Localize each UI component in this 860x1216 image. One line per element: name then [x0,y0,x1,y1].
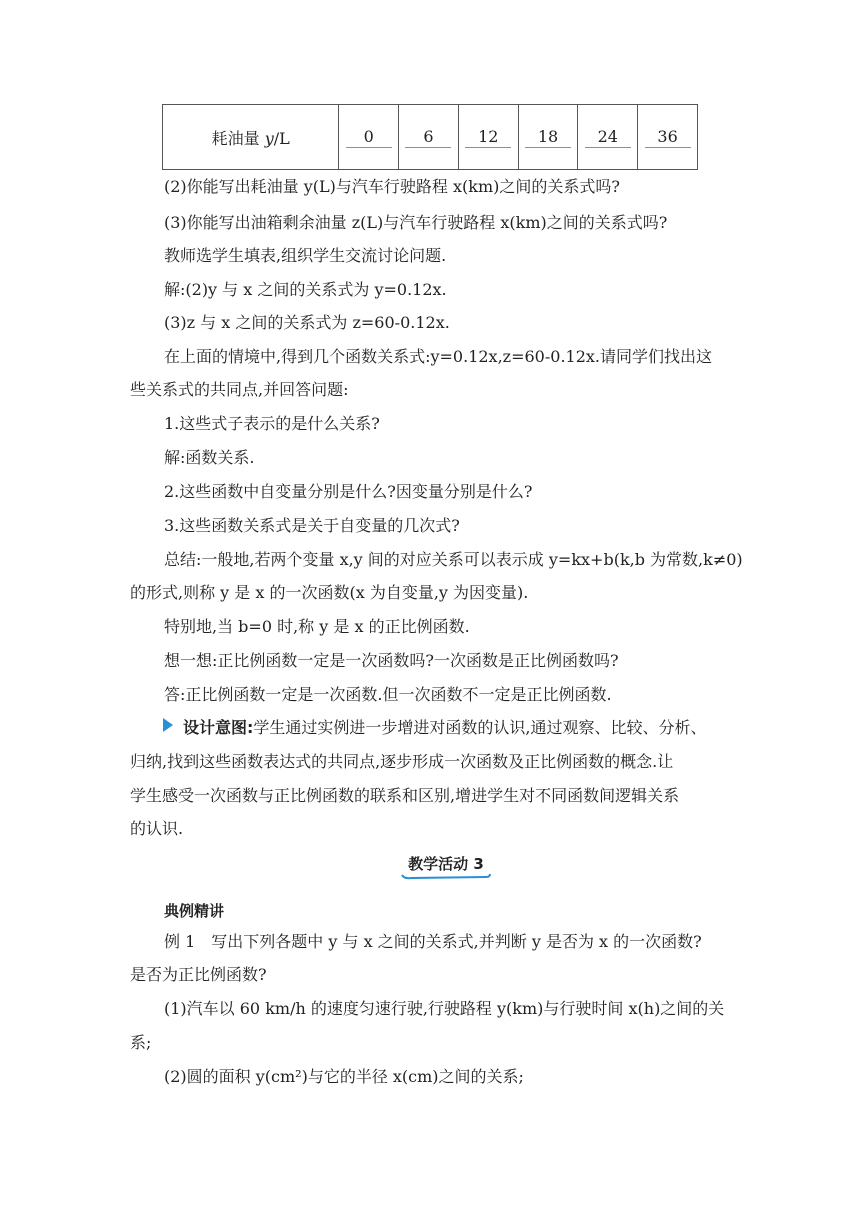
table-cell: 18 [518,105,578,170]
teacher-instruction: 教师选学生填表,组织学生交流讨论问题. [164,246,447,265]
question-2: (2)你能写出耗油量 y(L)与汽车行驶路程 x(km)之间的关系式吗? [164,177,620,196]
design-intent-line-1: 设计意图:学生通过实例进一步增进对函数的认识,通过观察、比较、分析、 [183,718,707,737]
example-heading: 典例精讲 [164,902,225,920]
prompt-1: 1.这些式子表示的是什么关系? [164,414,380,433]
answer-3: (3)z 与 x 之间的关系式为 z=60-0.12x. [164,313,450,332]
table-cell: 6 [399,105,459,170]
triangle-bullet-icon [163,718,173,732]
design-intent-line-4: 的认识. [130,819,184,838]
example-1-line-2: 是否为正比例函数? [130,965,267,984]
prompt-3: 3.这些函数关系式是关于自变量的几次式? [164,516,460,535]
special-case: 特别地,当 b=0 时,称 y 是 x 的正比例函数. [164,617,470,636]
summary-line-1: 总结:一般地,若两个变量 x,y 间的对应关系可以表示成 y=kx+b(k,b 为常数,k≠0) [164,550,743,569]
context-line-2: 些关系式的共同点,并回答问题: [130,380,349,399]
example-1-q1-line-2: 系; [130,1033,152,1052]
activity-title: 教学活动 3 [400,852,492,878]
table-cell: 24 [578,105,638,170]
question-3: (3)你能写出油箱剩余油量 z(L)与汽车行驶路程 x(km)之间的关系式吗? [164,213,668,232]
table-header-cell: 耗油量 y/L [163,105,339,170]
fuel-consumption-table [162,104,698,170]
design-intent-label: 设计意图: [183,718,254,737]
table-row [163,105,698,170]
design-intent-line-2: 归纳,找到这些函数表达式的共同点,逐步形成一次函数及正比例函数的概念.让 [130,752,674,771]
title-underline-swoosh [400,870,492,880]
prompt-1-answer: 解:函数关系. [164,448,255,467]
think-question: 想一想:正比例函数一定是一次函数吗?一次函数是正比例函数吗? [164,651,619,670]
table-cell: 36 [638,105,698,170]
answer-2: 解:(2)y 与 x 之间的关系式为 y=0.12x. [164,280,447,299]
think-answer: 答:正比例函数一定是一次函数.但一次函数不一定是正比例函数. [164,685,612,704]
table-cell: 12 [458,105,518,170]
table-cell: 0 [339,105,399,170]
example-1-q2: (2)圆的面积 y(cm²)与它的半径 x(cm)之间的关系; [164,1067,524,1086]
prompt-2: 2.这些函数中自变量分别是什么?因变量分别是什么? [164,482,533,501]
context-line-1: 在上面的情境中,得到几个函数关系式:y=0.12x,z=60-0.12x.请同学们找出这 [164,347,712,366]
summary-line-2: 的形式,则称 y 是 x 的一次函数(x 为自变量,y 为因变量). [130,583,529,602]
example-1-line-1: 例 1 写出下列各题中 y 与 x 之间的关系式,并判断 y 是否为 x 的一次函数? [164,932,702,951]
design-intent-line-3: 学生感受一次函数与正比例函数的联系和区别,增进学生对不同函数间逻辑关系 [130,786,680,805]
example-1-q1-line-1: (1)汽车以 60 km/h 的速度匀速行驶,行驶路程 y(km)与行驶时间 x(h)之间的关 [164,999,725,1018]
